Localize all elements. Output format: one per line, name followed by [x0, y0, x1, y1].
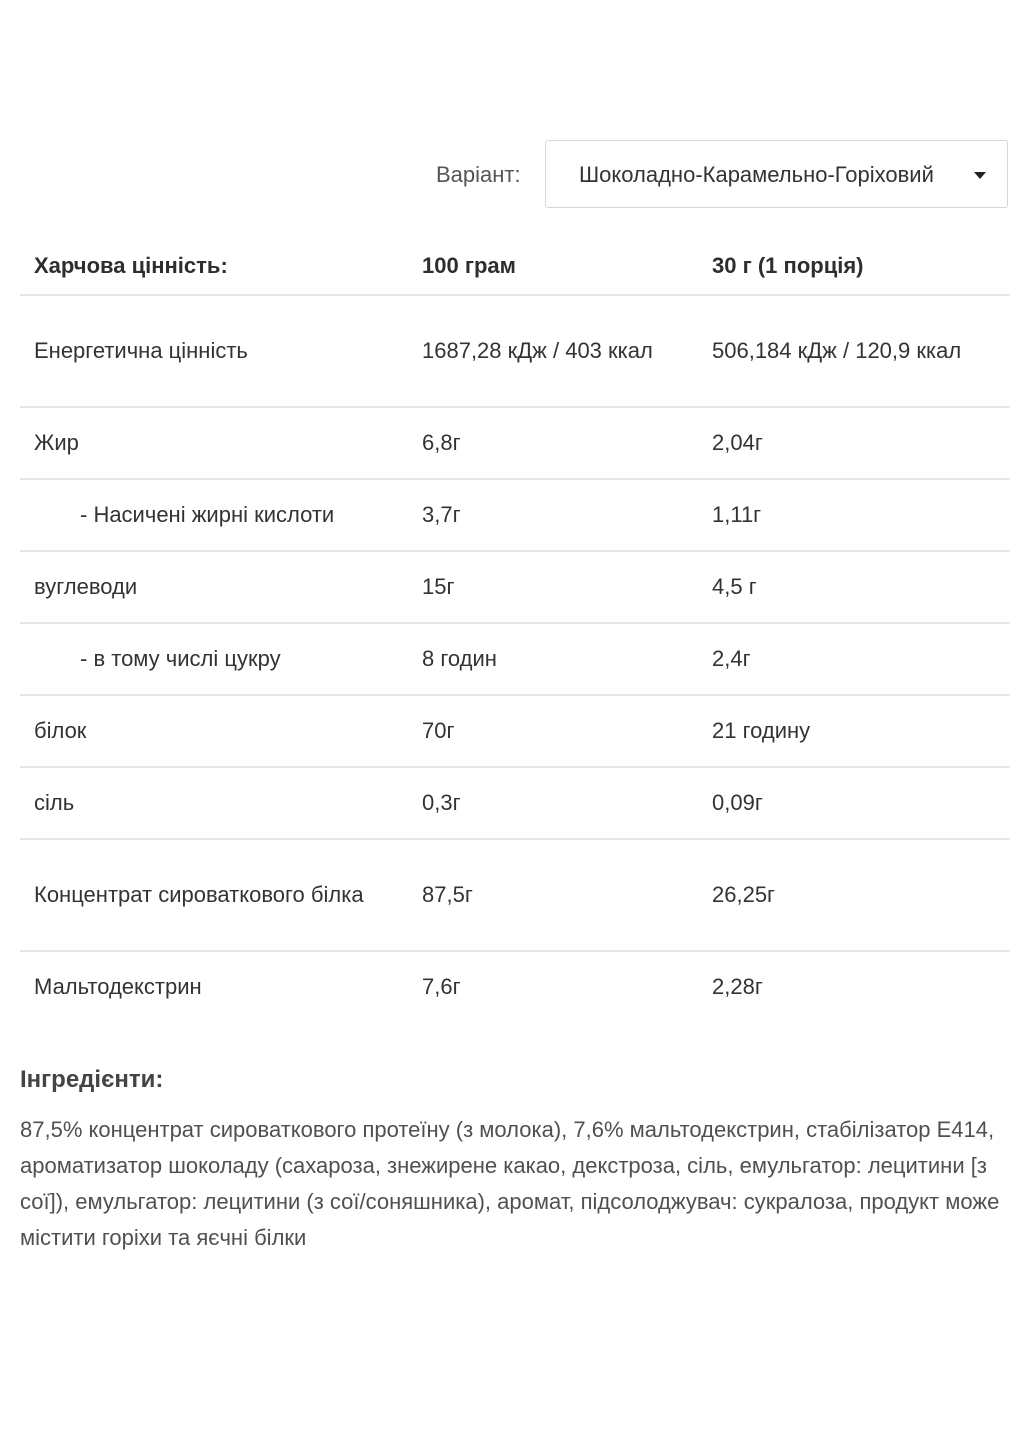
row-per-serving: 506,184 кДж / 120,9 ккал: [698, 295, 1010, 407]
row-name: Енергетична цінність: [20, 295, 408, 407]
variant-selector-bar: [0, 140, 1010, 210]
variant-label: Варіант:: [436, 162, 521, 187]
row-per-serving: 4,5 г: [698, 551, 1010, 623]
row-per-100g: 8 годин: [408, 623, 698, 695]
table-row: [20, 623, 1010, 695]
table-row: [20, 767, 1010, 839]
row-per-100g: 6,8г: [408, 407, 698, 479]
ingredients-title: Інгредієнти:: [20, 1066, 164, 1093]
row-name: - Насичені жирні кислоти: [20, 479, 408, 551]
row-per-100g: 70г: [408, 695, 698, 767]
row-per-100g: 15г: [408, 551, 698, 623]
row-per-serving: 1,11г: [698, 479, 1010, 551]
table-row: [20, 479, 1010, 551]
row-per-100g: 0,3г: [408, 767, 698, 839]
row-per-serving: 2,28г: [712, 974, 763, 999]
ingredients-section: [20, 1066, 1010, 1256]
row-name: вуглеводи: [20, 551, 408, 623]
row-name: Жир: [20, 407, 408, 479]
ingredients-text: 87,5% концентрат сироваткового протеїну (з молока), 7,6% мальтодекстрин, стабілізатор E414, ароматизатор шоколаду (сахароза, знежирене какао, декстроза, сіль, емульгатор: лецитини [з сої]), емульгатор: лецитини (з сої/соняшника), аромат, підсолоджувач: сукралоза, продукт може містити горіхи та яєчні білки: [20, 1117, 1000, 1250]
header-per-100g: 100 грам: [408, 238, 698, 295]
variant-dropdown[interactable]: [545, 140, 1008, 208]
header-nutrition-value: Харчова цінність:: [20, 238, 408, 295]
table-row: [20, 295, 1010, 407]
row-per-serving: 2,04г: [698, 407, 1010, 479]
table-row: [20, 551, 1010, 623]
table-row: [20, 951, 1010, 1022]
row-per-serving: 2,4г: [698, 623, 1010, 695]
table-row: [20, 839, 1010, 951]
table-row: [20, 695, 1010, 767]
row-name: білок: [20, 695, 408, 767]
row-name: Мальтодекстрин: [34, 974, 202, 999]
row-per-100g: 1687,28 кДж / 403 ккал: [408, 295, 698, 407]
header-per-serving: 30 г (1 порція): [698, 238, 1010, 295]
row-name: сіль: [20, 767, 408, 839]
row-per-100g: 3,7г: [408, 479, 698, 551]
row-per-100g: 7,6г: [422, 974, 461, 999]
row-per-serving: 0,09г: [698, 767, 1010, 839]
table-row: [20, 407, 1010, 479]
row-name: - в тому числі цукру: [20, 623, 408, 695]
row-per-serving: 26,25г: [698, 839, 1010, 951]
nutrition-header-row: [20, 238, 1010, 295]
row-per-100g: 87,5г: [408, 839, 698, 951]
row-name: Концентрат сироваткового білка: [20, 839, 408, 951]
row-per-serving: 21 годину: [698, 695, 1010, 767]
nutrition-table: [20, 238, 1010, 1022]
variant-selected-value: Шоколадно-Карамельно-Горіховий: [579, 162, 934, 187]
chevron-down-icon: [974, 172, 986, 179]
